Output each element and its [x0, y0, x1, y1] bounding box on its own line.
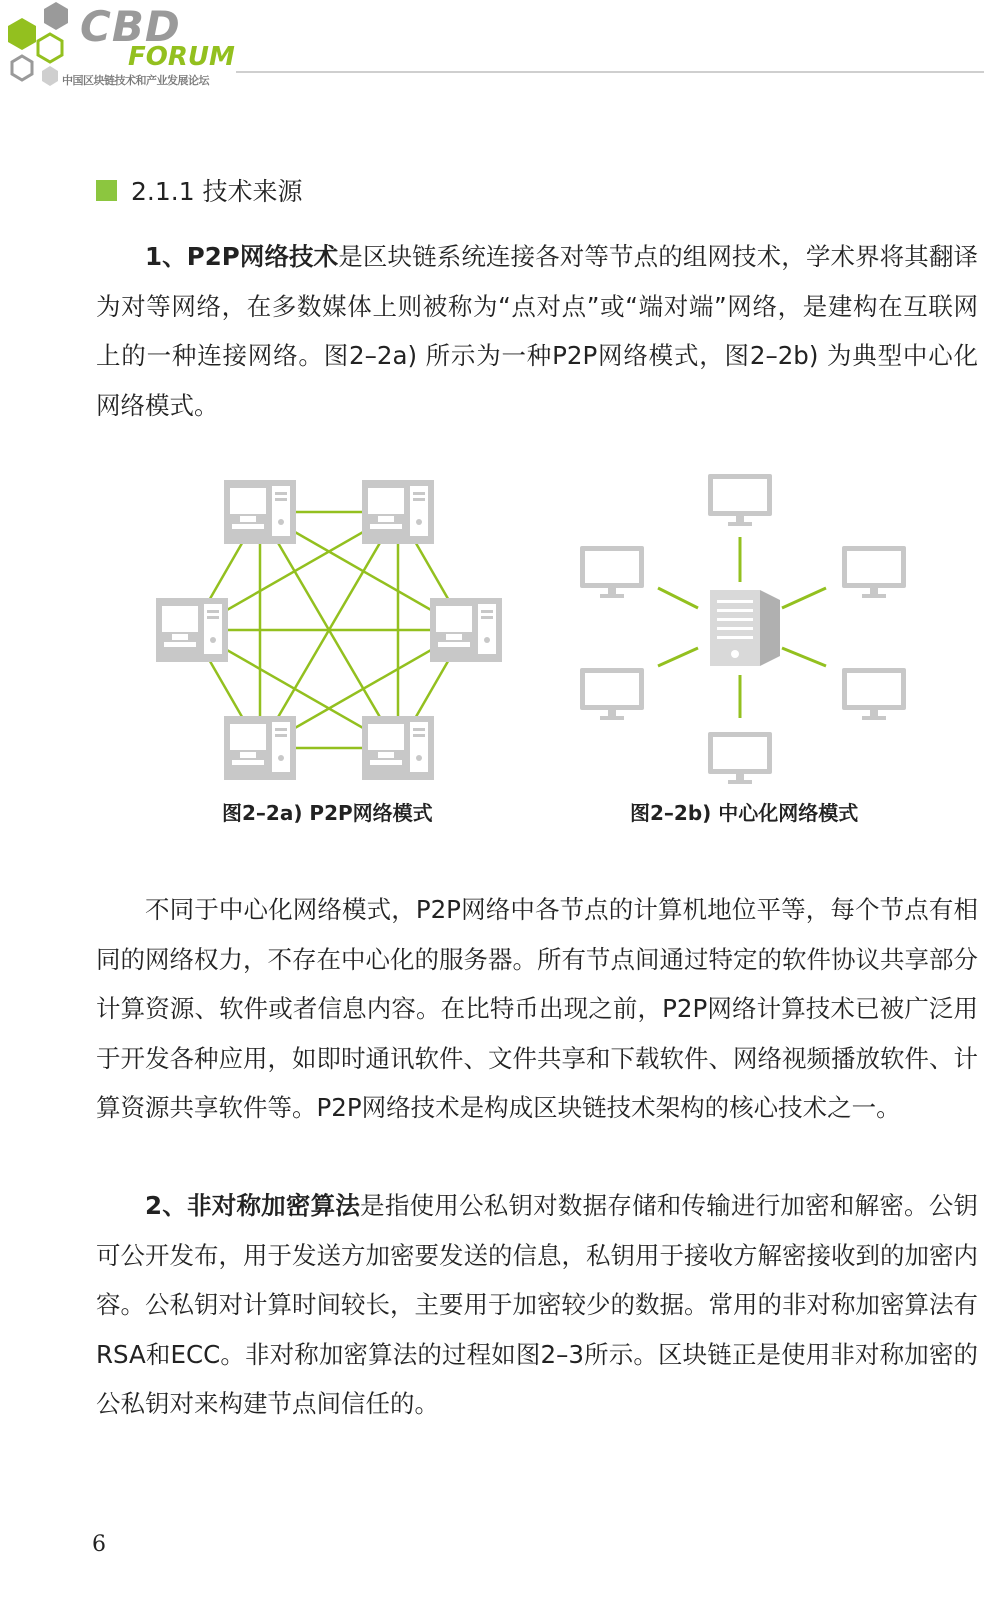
section-title-text: 2.1.1 技术来源 — [131, 177, 303, 206]
paragraph-lead: 1、P2P网络技术 — [145, 242, 339, 271]
logo-forum-text: FORUM — [128, 42, 235, 72]
paragraph-text: 是指使用公私钥对数据存储和传输进行加密和解密。公钥可公开发布，用于发送方加密要发送的信息，私钥用于接收方解密接收到的加密内容。公私钥对计算时间较长，主要用于加密较少的数据。常用的非对称加密算法有RSA和ECC。非对称加密算法的过程如图2–3所示。区块链正是使用非对称加密的公私钥对来构建节点间信任的。 — [96, 1191, 979, 1418]
green-square-bullet-icon — [96, 180, 117, 201]
client-monitor-icon — [580, 546, 644, 598]
p2p-network-diagram — [150, 470, 510, 790]
server-icon — [710, 590, 780, 666]
page-header — [0, 0, 1000, 100]
p2p-node-computer-icon — [430, 598, 502, 662]
paragraph-p2p-intro — [96, 232, 978, 430]
section-heading — [96, 172, 303, 208]
p2p-node-computer-icon — [362, 480, 434, 544]
paragraph-lead: 2、非对称加密算法 — [145, 1191, 361, 1220]
client-monitor-icon — [708, 732, 772, 784]
paragraph-asymmetric-encryption — [96, 1181, 978, 1429]
header-divider — [236, 71, 984, 73]
figure-caption-p2p: 图2–2a) P2P网络模式 — [222, 801, 433, 825]
client-monitor-icon — [842, 546, 906, 598]
client-monitor-icon — [580, 668, 644, 720]
paragraph-text: 不同于中心化网络模式，P2P网络中各节点的计算机地位平等，每个节点有相同的网络权力，不存在中心化的服务器。所有节点间通过特定的软件协议共享部分计算资源、软件或者信息内容。在比特币出现之前，P2P网络计算技术已被广泛用于开发各种应用，如即时通讯软件、文件共享和下载软件、网络视频播放软件、计算资源共享软件等。P2P网络技术是构成区块链技术架构的核心技术之一。 — [96, 895, 978, 1122]
client-monitor-icon — [842, 668, 906, 720]
cbd-forum-logo — [0, 0, 240, 92]
p2p-node-computer-icon — [362, 716, 434, 780]
client-monitor-icon — [708, 474, 772, 526]
page-number: 6 — [92, 1532, 106, 1557]
paragraph-p2p-details — [96, 885, 978, 1133]
logo-subtitle: 中国区块链技术和产业发展论坛 — [62, 74, 209, 87]
logo-cbd-text: CBD — [80, 2, 181, 51]
paragraph-text: 是区块链系统连接各对等节点的组网技术，学术界将其翻译为对等网络，在多数媒体上则被称为“点对点”或“端对端”网络，是建构在互联网上的一种连接网络。图2–2a) 所示为一种P2P网络模式，图2–2b) 为典型中心化网络模式。 — [96, 242, 979, 420]
p2p-node-computer-icon — [224, 716, 296, 780]
centralized-network-diagram — [570, 470, 930, 790]
p2p-node-computer-icon — [156, 598, 228, 662]
figure-caption-centralized: 图2–2b) 中心化网络模式 — [630, 801, 859, 825]
p2p-node-computer-icon — [224, 480, 296, 544]
